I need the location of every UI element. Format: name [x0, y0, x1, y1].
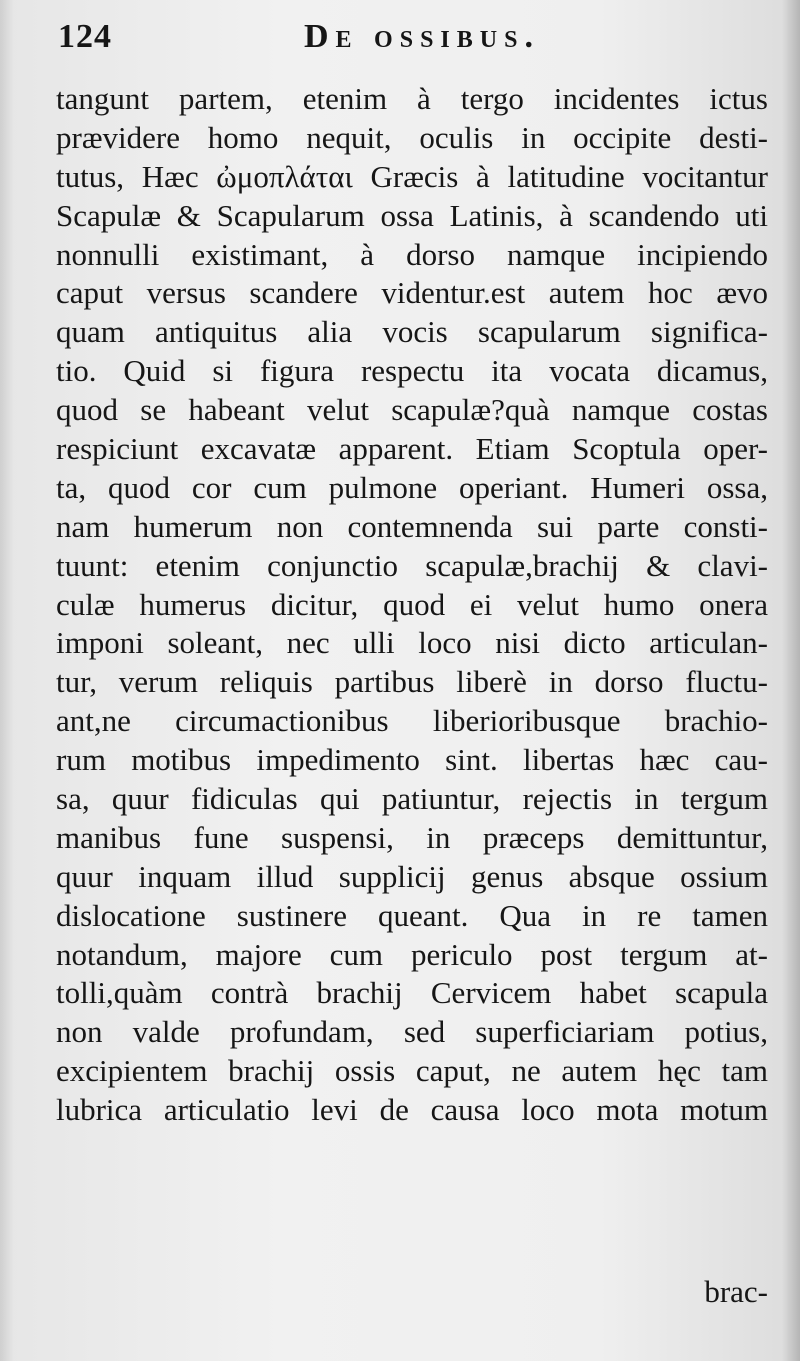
text-line: tio. Quid si figura respectu ita vocata dicamus,	[56, 353, 768, 389]
text-line: lubrica articulatio levi de causa loco mota motum	[56, 1092, 768, 1128]
text-line: rum motibus impedimento sint. libertas hæc cau-	[56, 742, 768, 778]
text-line: ta, quod cor cum pulmone operiant. Humeri ossa,	[56, 469, 768, 505]
text-line: caput versus scandere videntur.est autem hoc ævo	[56, 275, 768, 311]
text-line: sa, quur fidiculas qui patiuntur, rejectis in tergum	[56, 781, 768, 817]
text-line: tuunt: etenim conjunctio scapulæ,brachij & clavi-	[56, 547, 768, 583]
text-line: tur, verum reliquis partibus liberè in dorso fluctu-	[56, 664, 768, 700]
text-line: nam humerum non contemnenda sui parte consti-	[56, 508, 768, 544]
text-line: respiciunt excavatæ apparent. Etiam Scoptula oper-	[56, 431, 768, 467]
text-line: notandum, majore cum periculo post tergum at-	[56, 936, 768, 972]
text-line: non valde profundam, sed superficiariam potius,	[56, 1014, 768, 1050]
body-text	[56, 80, 768, 1130]
text-line: tangunt partem, etenim à tergo incidentes ictus	[56, 81, 768, 116]
text-line: tutus, Hæc ὠμοπλάται Græcis à latitudine vocitantur	[56, 158, 768, 194]
page-header	[52, 14, 762, 62]
text-line: ant,ne circumactionibus liberioribusque brachio-	[56, 703, 768, 739]
text-line: tolli,quàm contrà brachij Cervicem habet scapula	[56, 975, 768, 1011]
text-line: dislocatione sustinere queant. Qua in re tamen	[56, 897, 768, 933]
page-number: 124	[58, 18, 112, 55]
text-line: manibus fune suspensi, in præceps demittuntur,	[56, 819, 768, 855]
page-edge-shadow	[782, 0, 800, 1361]
text-line: excipientem brachij ossis caput, ne autem hęc tam	[56, 1053, 768, 1089]
catchword-row	[56, 1272, 768, 1312]
catchword: brac-	[704, 1274, 768, 1309]
text-line: quur inquam illud supplicij genus absque ossium	[56, 858, 768, 894]
text-line: quod se habeant velut scapulæ?quà namque costas	[56, 392, 768, 428]
text-line: nonnulli existimant, à dorso namque incipiendo	[56, 236, 768, 272]
text-line: prævidere homo nequit, oculis in occipite desti-	[56, 119, 768, 155]
text-line: culæ humerus dicitur, quod ei velut humo onera	[56, 586, 768, 622]
running-head: De ossibus.	[304, 18, 540, 55]
text-line: quam antiquitus alia vocis scapularum significa-	[56, 314, 768, 350]
text-line: imponi soleant, nec ulli loco nisi dicto articulan-	[56, 625, 768, 661]
text-line: Scapulæ & Scapularum ossa Latinis, à scandendo uti	[56, 197, 768, 233]
page-gutter-shadow	[0, 0, 14, 1361]
